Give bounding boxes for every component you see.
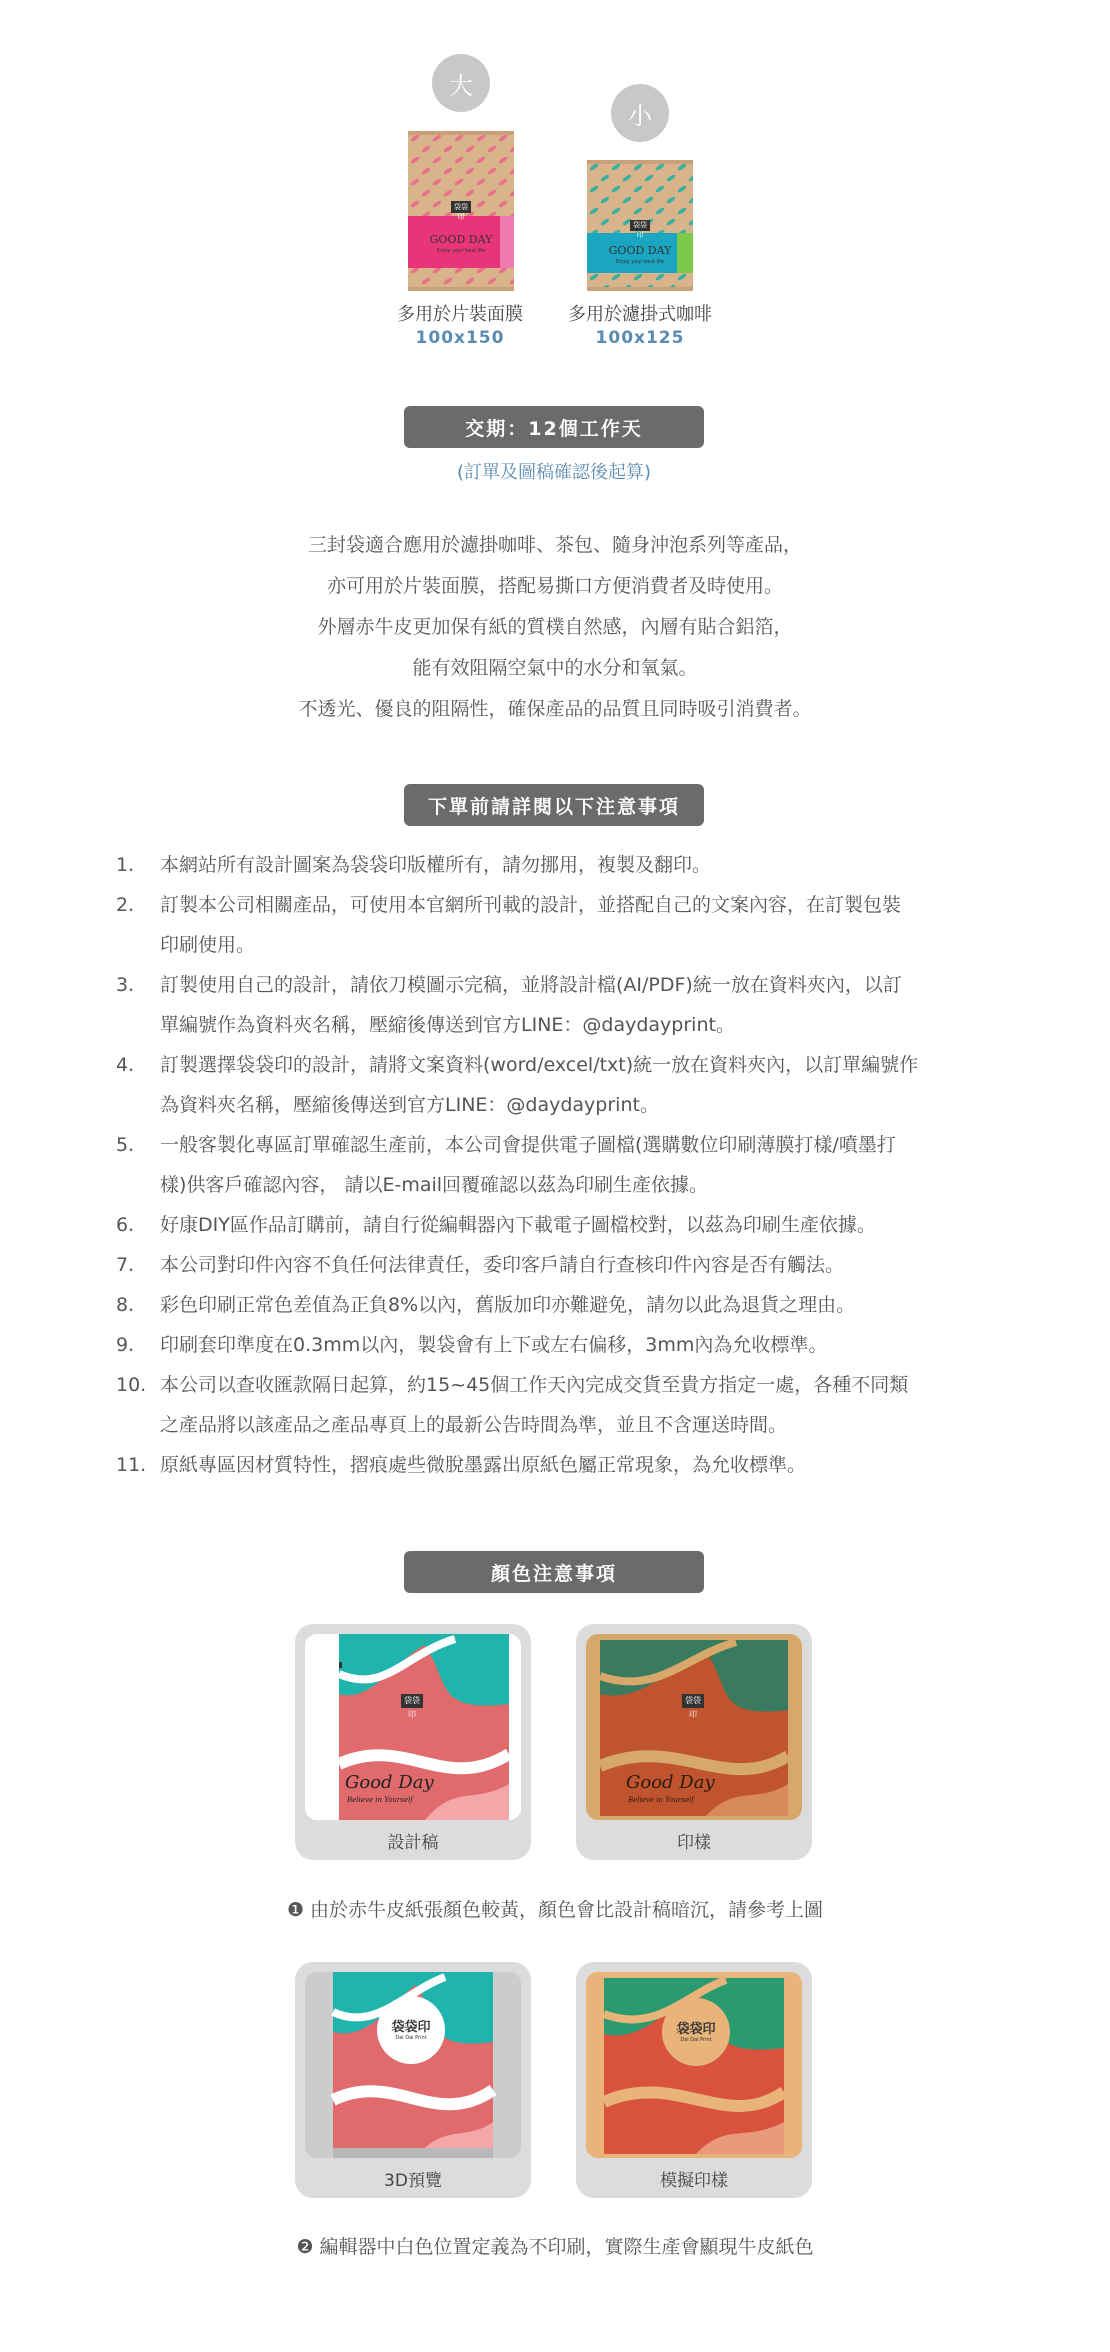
print-sample-script: Good Day bbox=[626, 1772, 715, 1793]
notice-item-text: 之產品將以該產品之產品專頁上的最新公告時間為準，並且不含運送時間。 bbox=[160, 1414, 788, 1436]
color-note-2: ❷ 編輯器中白色位置定義為不印刷，實際生產會顯現牛皮紙色 bbox=[296, 2236, 814, 2258]
notice-item-text: 單編號作為資料夾名稱，壓縮後傳送到官方LINE：@daydayprint。 bbox=[160, 1014, 735, 1036]
preview-3d-image bbox=[305, 1972, 521, 2158]
notice-item-number: 4. bbox=[116, 1054, 135, 1076]
simulated-print-tagline: Dai Dai Print bbox=[680, 2037, 712, 2043]
notice-item bbox=[116, 1445, 996, 1485]
print-sample-tagline: Believe in Yourself bbox=[628, 1796, 694, 1804]
description-line: 不透光、優良的阻隔性，確保產品的品質且同時吸引消費者。 bbox=[298, 698, 812, 720]
notice-item-text: 本網站所有設計圖案為袋袋印版權所有，請勿挪用，複製及翻印。 bbox=[160, 854, 712, 876]
simulated-print-image bbox=[586, 1972, 802, 2158]
print-sample-label: 印樣 bbox=[677, 1832, 711, 1853]
notice-item-number: 5. bbox=[116, 1134, 135, 1156]
notice-item-number: 6. bbox=[116, 1214, 135, 1236]
simulated-print-label: 模擬印樣 bbox=[660, 2170, 728, 2191]
notice-item bbox=[116, 1285, 996, 1325]
notice-item-text: 原紙專區因材質特性，摺痕處些微脫墨露出原紙色屬正常現象，為允收標準。 bbox=[160, 1454, 807, 1476]
notice-item-text: 彩色印刷正常色差值為正負8%以內，舊版加印亦難避免，請勿以此為退貨之理由。 bbox=[160, 1294, 856, 1316]
bag-subtitle-small: Enjoy your best life bbox=[615, 259, 665, 265]
product-caption-small: 多用於濾掛式咖啡 bbox=[568, 304, 712, 325]
notice-item-text: 訂製選擇袋袋印的設計，請將文案資料(word/excel/txt)統一放在資料夾內，以訂單編號作 bbox=[160, 1054, 919, 1076]
design-draft-tagline: Believe in Yourself bbox=[347, 1796, 413, 1804]
notice-item bbox=[116, 845, 996, 885]
notice-item bbox=[116, 1365, 996, 1445]
bag-subtitle-large: Enjoy your best life bbox=[436, 248, 486, 254]
color-notice-title: 顏色注意事項 bbox=[404, 1551, 704, 1593]
design-draft-card bbox=[295, 1624, 531, 1860]
bag-title-small: GOOD DAY bbox=[608, 244, 672, 257]
notice-item-number: 10. bbox=[116, 1374, 147, 1396]
notice-item-text: 訂製本公司相關產品，可使用本官網所刊載的設計，並搭配自己的文案內容，在訂製包裝 bbox=[160, 894, 902, 916]
notice-item bbox=[116, 1245, 996, 1285]
bag-logo-large: 袋袋印 bbox=[454, 203, 468, 221]
notice-item-text: 本公司以查收匯款隔日起算，約15~45個工作天內完成交貨至貴方指定一處，各種不同類 bbox=[160, 1374, 909, 1396]
product-dimensions-small: 100x125 bbox=[595, 328, 685, 348]
size-badge-large: 大 bbox=[432, 54, 490, 112]
product-description bbox=[0, 525, 1110, 730]
notice-item-number: 1. bbox=[116, 854, 135, 876]
preview-3d-logo: 袋袋印 bbox=[391, 2020, 431, 2035]
notice-item-number: 11. bbox=[116, 1454, 147, 1476]
bag-logo-small: 袋袋印 bbox=[633, 221, 647, 239]
product-bag-small bbox=[587, 160, 693, 291]
description-line: 亦可用於片裝面膜，搭配易撕口方便消費者及時使用。 bbox=[326, 575, 783, 597]
notice-item bbox=[116, 1325, 996, 1365]
notice-item-number: 3. bbox=[116, 974, 135, 996]
notice-item-number: 9. bbox=[116, 1334, 135, 1356]
design-draft-logo: 袋袋印 bbox=[404, 1696, 420, 1719]
notice-item-text: 訂製使用自己的設計，請依刀模圖示完稿，並將設計檔(AI/PDF)統一放在資料夾內，以訂 bbox=[160, 974, 902, 996]
notice-title: 下單前請詳閱以下注意事項 bbox=[404, 784, 704, 826]
simulated-print-logo: 袋袋印 bbox=[676, 2022, 716, 2037]
notice-item-text: 一般客製化專區訂單確認生產前，本公司會提供電子圖檔(選購數位印刷薄膜打樣/噴墨打 bbox=[160, 1134, 896, 1156]
description-line: 三封袋適合應用於濾掛咖啡、茶包、隨身沖泡系列等產品， bbox=[307, 534, 802, 556]
notice-list bbox=[116, 845, 996, 1485]
notice-item-text: 印刷套印準度在0.3mm以內，製袋會有上下或左右偏移，3mm內為允收標準。 bbox=[160, 1334, 828, 1356]
preview-3d-card bbox=[295, 1962, 531, 2198]
notice-item-text: 為資料夾名稱，壓縮後傳送到官方LINE：@daydayprint。 bbox=[160, 1094, 659, 1116]
description-line: 能有效阻隔空氣中的水分和氧氣。 bbox=[412, 657, 698, 679]
notice-item-number: 7. bbox=[116, 1254, 135, 1276]
notice-item-text: 印刷使用。 bbox=[160, 934, 256, 956]
notice-item-text: 本公司對印件內容不負任何法律責任，委印客戶請自行查核印件內容是否有觸法。 bbox=[160, 1254, 845, 1276]
delivery-period-note: (訂單及圖稿確認後起算) bbox=[456, 462, 652, 483]
notice-item-text: 樣)供客戶確認內容， 請以E-mail回覆確認以茲為印刷生產依據。 bbox=[160, 1174, 709, 1196]
print-sample-card bbox=[576, 1624, 812, 1860]
print-sample-logo: 袋袋印 bbox=[685, 1696, 701, 1719]
notice-item bbox=[116, 1045, 996, 1125]
notice-item-number: 8. bbox=[116, 1294, 135, 1316]
simulated-print-card bbox=[576, 1962, 812, 2198]
notice-item bbox=[116, 965, 996, 1045]
product-bag-large bbox=[408, 131, 514, 291]
notice-item-text: 好康DIY區作品訂購前，請自行從編輯器內下載電子圖檔校對，以茲為印刷生產依據。 bbox=[160, 1214, 876, 1236]
color-note-1: ❶ 由於赤牛皮紙張顏色較黃，顏色會比設計稿暗沉，請參考上圖 bbox=[286, 1899, 824, 1921]
delivery-period-label: 交期：12個工作天 bbox=[404, 406, 704, 448]
product-dimensions-large: 100x150 bbox=[415, 328, 505, 348]
notice-item-number: 2. bbox=[116, 894, 135, 916]
size-badge-small: 小 bbox=[611, 84, 669, 142]
notice-item bbox=[116, 1125, 996, 1205]
preview-3d-label: 3D預覽 bbox=[384, 2170, 442, 2191]
design-draft-label: 設計稿 bbox=[387, 1832, 439, 1853]
design-draft-script: Good Day bbox=[345, 1772, 434, 1793]
notice-item bbox=[116, 885, 996, 965]
notice-item bbox=[116, 1205, 996, 1245]
product-caption-large: 多用於片裝面膜 bbox=[397, 304, 523, 325]
preview-3d-tagline: Dai Dai Print bbox=[395, 2035, 427, 2041]
bag-title-large: GOOD DAY bbox=[429, 233, 493, 246]
description-line: 外層赤牛皮更加保有紙的質樸自然感，內層有貼合鋁箔， bbox=[317, 616, 793, 638]
